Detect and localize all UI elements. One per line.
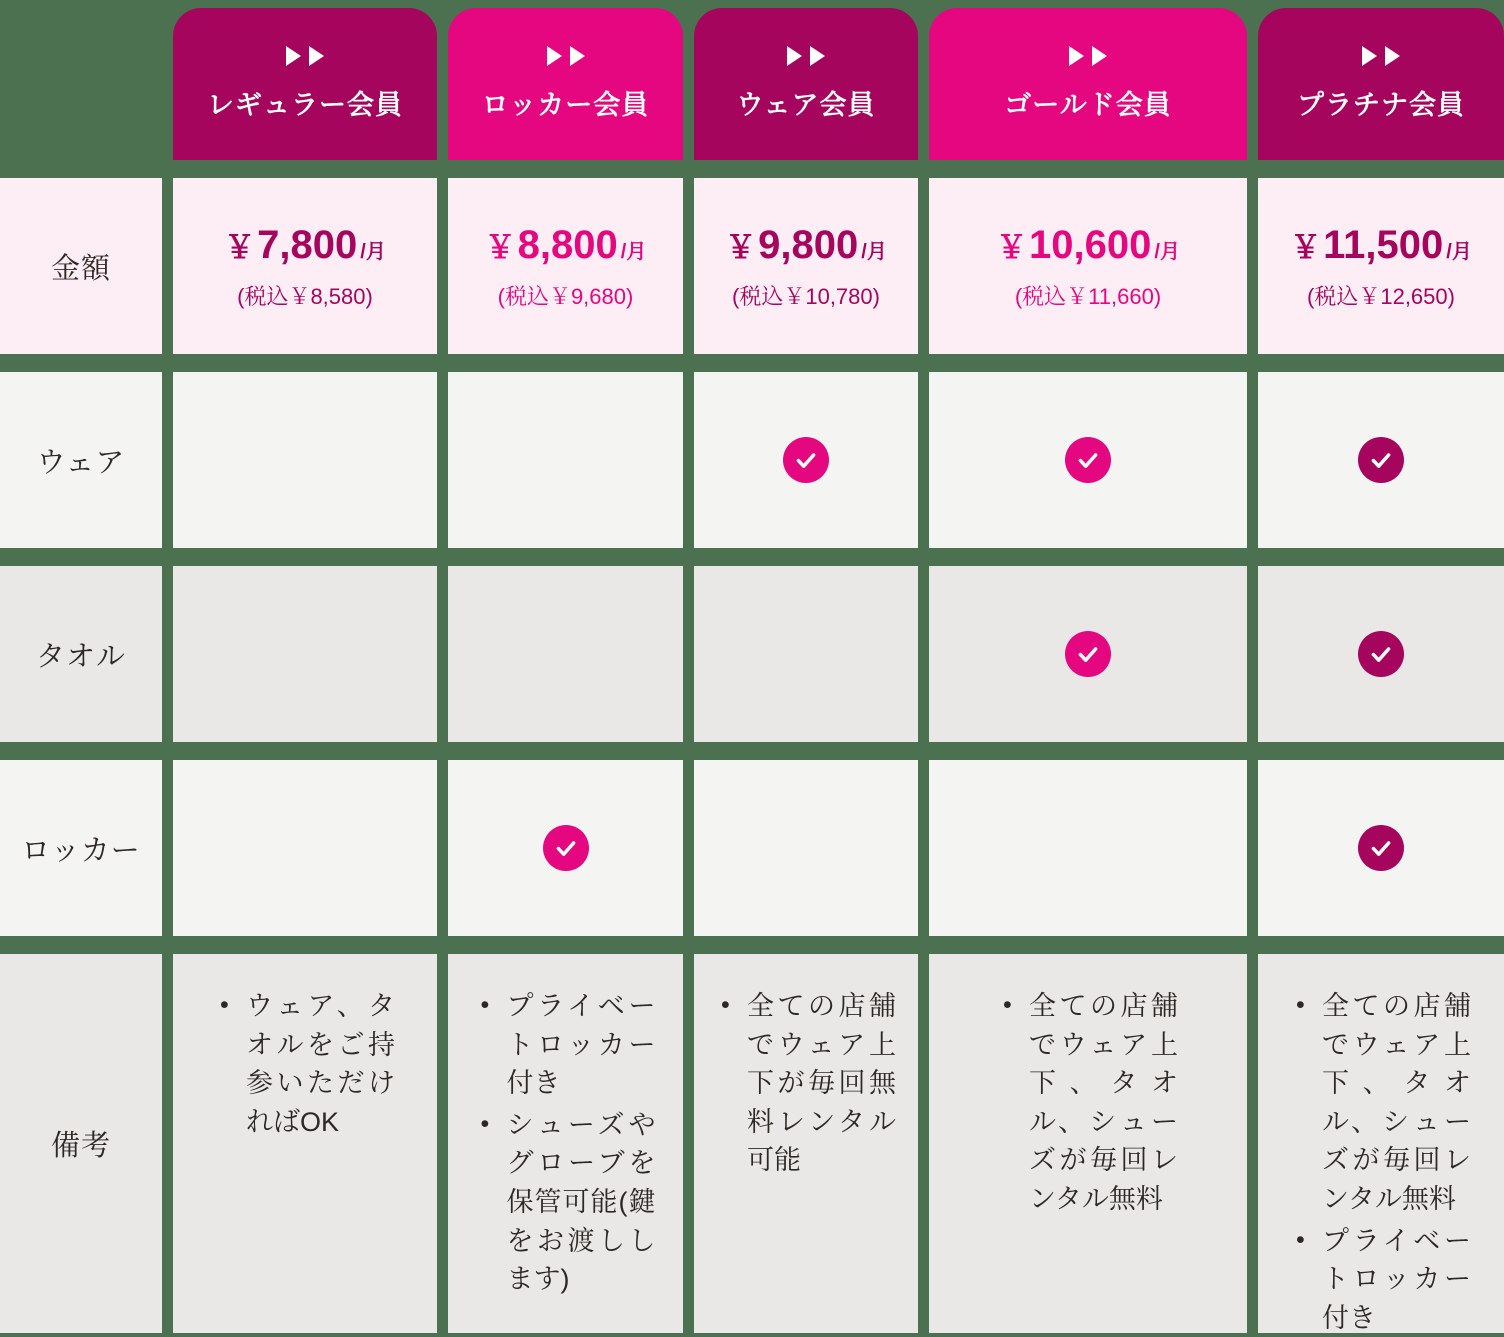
price-cell-locker bbox=[448, 178, 683, 354]
notes-list bbox=[998, 987, 1178, 1219]
yen-sign: ￥ bbox=[725, 229, 757, 265]
feature-cell-wear-platinum bbox=[1258, 372, 1504, 548]
plan-header-platinum bbox=[1258, 8, 1504, 160]
plan-name: ゴールド会員 bbox=[1004, 90, 1172, 120]
notes-list bbox=[716, 987, 896, 1180]
notes-list bbox=[215, 987, 395, 1141]
check-icon bbox=[1358, 825, 1404, 871]
check-icon bbox=[1065, 631, 1111, 677]
row-label-wear: ウェア bbox=[0, 372, 162, 548]
row-label-notes: 備考 bbox=[0, 954, 162, 1333]
feature-cell-towel-locker bbox=[448, 566, 683, 742]
price-cell-regular bbox=[173, 178, 437, 354]
price-cell-platinum bbox=[1258, 178, 1504, 354]
feature-cell-locker-regular bbox=[173, 760, 437, 936]
corner-spacer bbox=[0, 0, 162, 160]
plan-header-gold bbox=[929, 8, 1247, 160]
plan-name: レギュラー会員 bbox=[207, 90, 403, 120]
price-cell-wear bbox=[694, 178, 918, 354]
plan-name: プラチナ会員 bbox=[1297, 90, 1465, 120]
note-item: • シューズやグローブを保管可能(鍵をお渡しします) bbox=[476, 1106, 656, 1299]
double-right-arrow-icon bbox=[1069, 46, 1107, 66]
price-tax-included: (税込￥11,660) bbox=[1014, 283, 1162, 309]
feature-cell-towel-regular bbox=[173, 566, 437, 742]
check-icon bbox=[1358, 437, 1404, 483]
notes-list bbox=[476, 987, 656, 1299]
check-icon bbox=[1358, 631, 1404, 677]
feature-cell-wear-regular bbox=[173, 372, 437, 548]
price-tax-included: (税込￥10,780) bbox=[732, 283, 880, 309]
feature-cell-locker-platinum bbox=[1258, 760, 1504, 936]
yen-sign: ￥ bbox=[996, 229, 1028, 265]
price-tax-included: (税込￥12,650) bbox=[1307, 283, 1455, 309]
feature-cell-locker-gold bbox=[929, 760, 1247, 936]
feature-cell-locker-locker bbox=[448, 760, 683, 936]
double-right-arrow-icon bbox=[547, 46, 585, 66]
note-item: • プライベートロッカー付き bbox=[476, 987, 656, 1103]
notes-cell-locker bbox=[448, 954, 683, 1333]
price-cell-gold bbox=[929, 178, 1247, 354]
plan-name: ロッカー会員 bbox=[481, 90, 650, 120]
yen-sign: ￥ bbox=[484, 229, 516, 265]
feature-cell-locker-wear bbox=[694, 760, 918, 936]
plan-header-wear bbox=[694, 8, 918, 160]
price-tax-included: (税込￥9,680) bbox=[497, 283, 634, 309]
note-item: • ウェア、タオルをご持参いただければOK bbox=[215, 987, 395, 1141]
notes-cell-gold bbox=[929, 954, 1247, 1333]
plan-header-locker bbox=[448, 8, 683, 160]
feature-cell-towel-platinum bbox=[1258, 566, 1504, 742]
notes-cell-platinum bbox=[1258, 954, 1504, 1333]
price-value: ￥ 11,500 /月 bbox=[1290, 222, 1472, 267]
double-right-arrow-icon bbox=[1362, 46, 1400, 66]
double-right-arrow-icon bbox=[286, 46, 324, 66]
notes-list bbox=[1291, 987, 1471, 1337]
row-label-locker: ロッカー bbox=[0, 760, 162, 936]
price-value: ￥ 8,800 /月 bbox=[484, 222, 647, 267]
note-item: • 全ての店舗でウェア上下、タオル、シューズが毎回レンタル無料 bbox=[1291, 987, 1471, 1219]
note-item: • プライベートロッカー付き bbox=[1291, 1222, 1471, 1337]
row-label-price: 金額 bbox=[0, 178, 162, 354]
note-item: • 全ての店舗でウェア上下が毎回無料レンタル可能 bbox=[716, 987, 896, 1180]
plan-header-regular bbox=[173, 8, 437, 160]
feature-cell-wear-wear bbox=[694, 372, 918, 548]
note-item: • 全ての店舗でウェア上下、タオル、シューズが毎回レンタル無料 bbox=[998, 987, 1178, 1219]
check-icon bbox=[783, 437, 829, 483]
feature-cell-towel-wear bbox=[694, 566, 918, 742]
yen-sign: ￥ bbox=[224, 229, 256, 265]
double-right-arrow-icon bbox=[787, 46, 825, 66]
feature-cell-wear-gold bbox=[929, 372, 1247, 548]
price-tax-included: (税込￥8,580) bbox=[237, 283, 373, 309]
feature-cell-towel-gold bbox=[929, 566, 1247, 742]
price-value: ￥ 10,600 /月 bbox=[996, 222, 1180, 267]
feature-cell-wear-locker bbox=[448, 372, 683, 548]
check-icon bbox=[543, 825, 589, 871]
yen-sign: ￥ bbox=[1290, 229, 1322, 265]
row-label-towel: タオル bbox=[0, 566, 162, 742]
check-icon bbox=[1065, 437, 1111, 483]
price-value: ￥ 9,800 /月 bbox=[725, 222, 887, 267]
notes-cell-wear bbox=[694, 954, 918, 1333]
notes-cell-regular bbox=[173, 954, 437, 1333]
plan-name: ウェア会員 bbox=[736, 90, 876, 120]
price-value: ￥ 7,800 /月 bbox=[224, 222, 386, 267]
